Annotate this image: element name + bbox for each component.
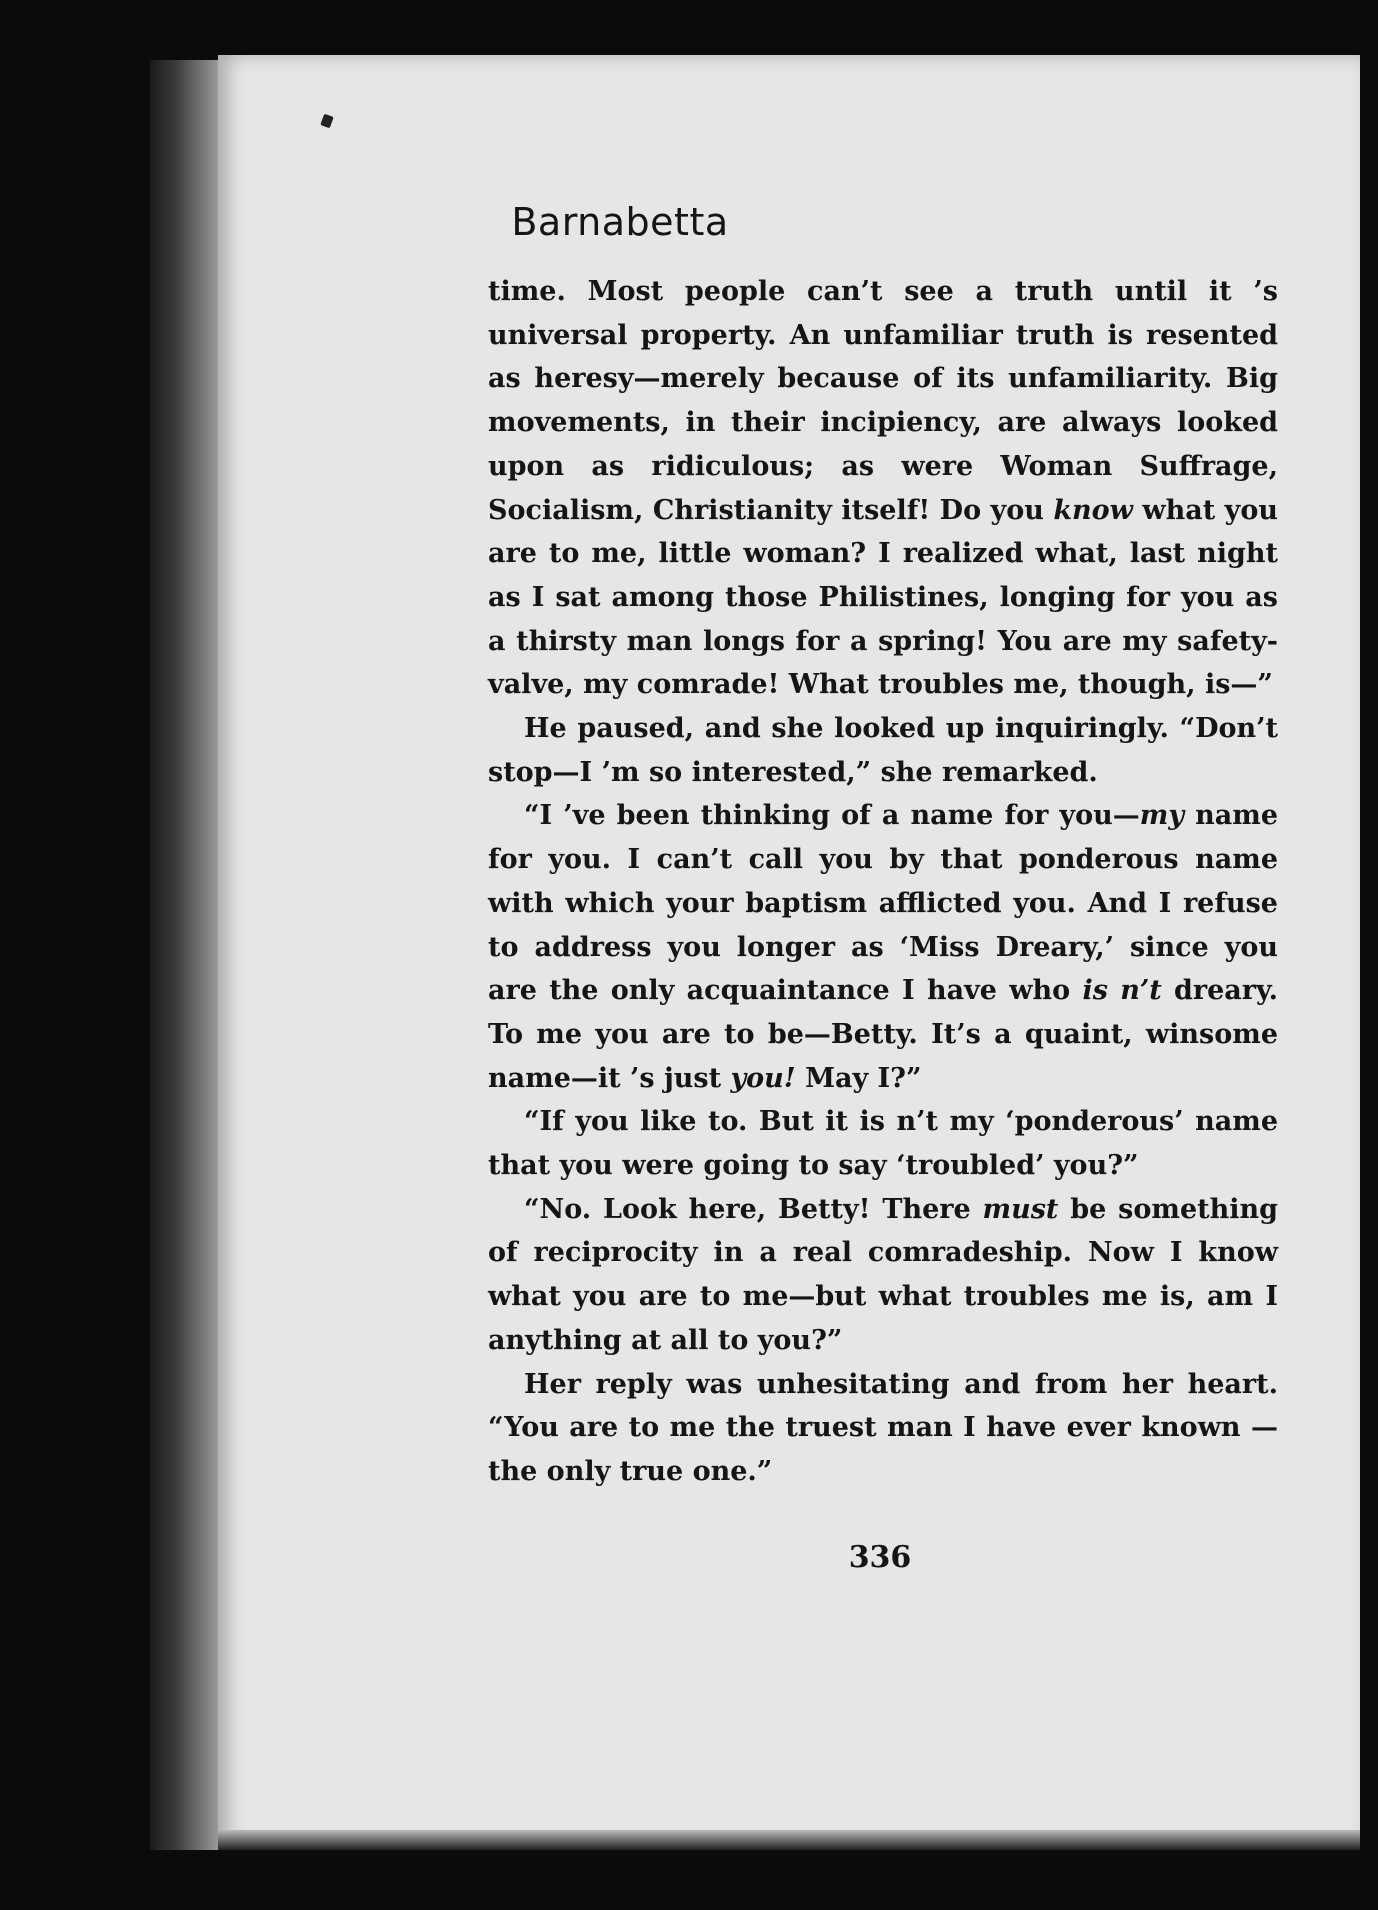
paragraph-3	[488, 794, 1278, 1100]
text-segment: “If you like to. But it is n’t my ‘ponderous’ name that you were going to say ‘troubled’ you?”	[488, 1106, 1278, 1182]
emphasis-isnt: is n’t	[1082, 975, 1162, 1007]
text-segment: dreary. To me you are to be—Betty. It’s a quaint, winsome name—it ’s just	[488, 975, 1278, 1094]
book-binding-edge	[150, 60, 225, 1850]
page-bottom-edge	[218, 1830, 1360, 1850]
emphasis-know: know	[1053, 494, 1133, 526]
emphasis-must: must	[982, 1193, 1059, 1225]
text-segment: He paused, and she looked up inquiringly. “Don’t stop—I ’m so interested,” she remarked.	[488, 713, 1278, 788]
paragraph-2	[488, 707, 1278, 794]
paragraph-4	[488, 1100, 1278, 1187]
text-segment: name for you. I can’t call you by that ponderous name with which your baptism afflicted you. And I refuse to address you longer as ‘Miss Dreary,’ since you are the only acquaintance I have who	[488, 800, 1278, 1007]
text-segment: be something of reciprocity in a real comradeship. Now I know what you are to me—but what troubles me is, am I anything at all to you?”	[488, 1193, 1278, 1356]
text-segment: Her reply was unhesitating and from her heart. “You are to me the truest man I have ever known —the only true one.”	[488, 1368, 1278, 1487]
page-number: 336	[848, 1540, 912, 1575]
emphasis-my: my	[1139, 800, 1185, 832]
emphasis-you: you!	[730, 1062, 796, 1094]
running-head: Barnabetta	[511, 200, 729, 244]
text-segment: what you are to me, little woman? I realized what, last night as I sat among those Philistines, longing for you as a thirsty man longs for a spring! You are my safety-valve, my comrade! What troubles me, though, is—”	[488, 494, 1279, 701]
body-text	[488, 270, 1278, 1494]
text-segment: “No. Look here, Betty! There	[524, 1193, 983, 1225]
text-segment: time. Most people can’t see a truth until it ’s universal property. An unfamiliar truth is resented as heresy—merely because of its unfamiliarity. Big movements, in their incipiency, are always looked upon as ridiculous; as were Woman Suffrage, Socialism, Christianity itself! Do you	[488, 276, 1278, 526]
paragraph-5	[488, 1188, 1278, 1363]
text-segment: May I?”	[795, 1062, 922, 1094]
text-segment: “I ’ve been thinking of a name for you—	[524, 800, 1140, 832]
paragraph-1	[488, 270, 1278, 707]
paragraph-6	[488, 1363, 1278, 1494]
